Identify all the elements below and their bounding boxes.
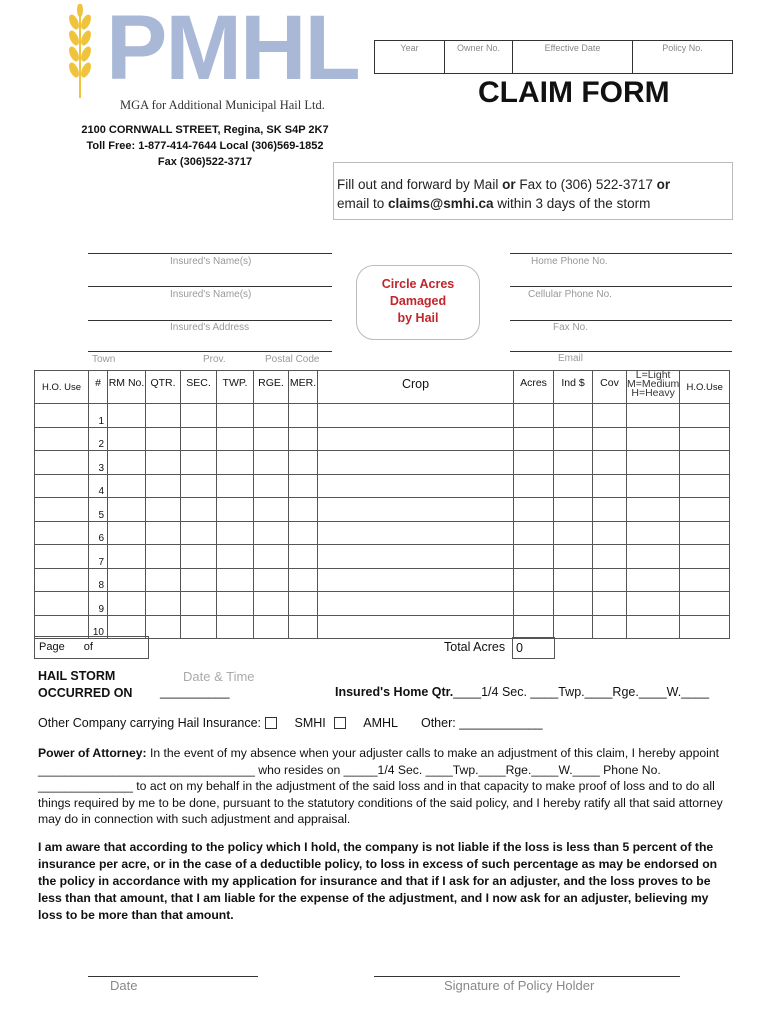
table-cell[interactable] [254,568,289,592]
table-cell[interactable] [108,404,146,428]
table-cell[interactable] [35,451,89,475]
row-number: 7 [89,545,108,569]
table-cell[interactable] [289,568,318,592]
table-cell[interactable] [217,451,254,475]
col-sec: SEC. [181,371,217,404]
address-label: Insured's Address [170,322,250,333]
table-cell[interactable] [318,404,514,428]
date-time-field[interactable]: __________ [160,685,230,699]
table-cell[interactable] [593,568,627,592]
town-line[interactable] [88,351,332,352]
of-label: of [83,641,93,653]
table-cell[interactable] [593,404,627,428]
table-row [35,592,730,616]
table-cell[interactable] [289,521,318,545]
other-company-row [38,716,543,730]
home-phone-label: Home Phone No. [531,256,608,267]
poa-heading: Power of Attorney: [38,746,147,760]
col-number: # [89,371,108,404]
table-cell[interactable] [554,474,593,498]
table-cell[interactable] [146,521,181,545]
table-cell[interactable] [181,498,217,522]
table-cell[interactable] [593,498,627,522]
col-crop: Crop [318,371,514,404]
table-cell[interactable] [289,545,318,569]
power-of-attorney [38,745,728,828]
total-acres-label: Total Acres [444,640,506,654]
table-cell[interactable] [108,474,146,498]
table-cell[interactable] [108,615,146,639]
col-rm-no: RM No. [108,371,146,404]
table-cell[interactable] [680,545,730,569]
table-cell[interactable] [146,498,181,522]
note-line: by Hail [397,311,439,325]
name-label-1: Insured's Name(s) [170,256,252,267]
table-cell[interactable] [514,404,554,428]
date-time-label: Date & Time [183,669,255,684]
table-cell[interactable] [593,427,627,451]
table-cell[interactable] [289,427,318,451]
table-cell[interactable] [554,427,593,451]
table-cell[interactable] [680,498,730,522]
home-qtr-blanks: ____1/4 Sec. ____Twp.____Rge.____W.____ [453,685,710,699]
table-cell[interactable] [35,568,89,592]
smhi-label: SMHI [294,716,326,730]
instr-or: or [656,177,671,192]
table-cell[interactable] [217,498,254,522]
table-cell[interactable] [593,451,627,475]
table-cell[interactable] [254,498,289,522]
table-cell[interactable] [514,451,554,475]
table-cell[interactable] [318,545,514,569]
table-cell[interactable] [627,615,680,639]
table-cell[interactable] [146,592,181,616]
table-cell[interactable] [289,592,318,616]
table-cell[interactable] [108,498,146,522]
row-number: 9 [89,592,108,616]
policy-no-field[interactable]: Policy No. [662,43,703,53]
table-cell[interactable] [318,474,514,498]
table-cell[interactable] [254,592,289,616]
signature-line[interactable] [374,976,680,977]
table-cell[interactable] [146,451,181,475]
instructions-box [333,162,733,220]
effective-date-field[interactable]: Effective Date [513,41,633,73]
row-number: 6 [89,521,108,545]
table-cell[interactable] [593,521,627,545]
page-number-box[interactable] [34,636,149,659]
table-cell[interactable] [680,451,730,475]
cell-phone-label: Cellular Phone No. [528,289,612,300]
total-acres-field[interactable]: 0 [512,637,555,659]
acknowledgement-text: I am aware that according to the policy which I hold, the company is not liable if the loss is less than 5 percent of the insurance per acre, or in the case of a deductible policy, to loss in excess of such percentage as may be endorsed on the policy in accordance with my application for insurance and that if I ask for an adjuster, and the loss proves to be less than that amount, that I am liable for the expense of the adjustment, and I now ask for an adjuster, believing my loss to be more than that amount. [38,840,718,922]
table-cell[interactable] [181,427,217,451]
row-number: 3 [89,451,108,475]
table-cell[interactable] [289,615,318,639]
table-row [35,451,730,475]
table-cell[interactable] [146,427,181,451]
fax-label: Fax No. [553,322,589,333]
table-cell[interactable] [318,498,514,522]
col-cov: Cov [593,371,627,404]
table-cell[interactable] [627,545,680,569]
table-cell[interactable] [627,521,680,545]
table-cell[interactable] [289,451,318,475]
table-cell[interactable] [108,592,146,616]
table-cell[interactable] [627,427,680,451]
table-cell[interactable] [35,404,89,428]
email-label: Email [558,353,584,364]
table-cell[interactable] [254,615,289,639]
table-cell[interactable] [554,545,593,569]
note-line: Circle Acres [381,277,455,291]
claims-email: claims@smhi.ca [388,196,494,211]
signature-label: Signature of Policy Holder [444,978,595,993]
table-cell[interactable] [217,545,254,569]
table-row [35,404,730,428]
table-cell[interactable] [680,568,730,592]
home-qtr-label: Insured's Home Qtr. [335,685,454,699]
table-row [35,568,730,592]
policy-header-fields [374,40,733,74]
table-cell[interactable] [217,568,254,592]
instr-text: within 3 days of the storm [493,196,651,211]
table-cell[interactable] [627,592,680,616]
col-rge: RGE. [254,371,289,404]
table-cell[interactable] [108,451,146,475]
table-cell[interactable] [254,545,289,569]
table-cell[interactable] [181,615,217,639]
table-cell[interactable] [514,498,554,522]
table-cell[interactable] [181,568,217,592]
col-mer: MER. [289,371,318,404]
date-label: Date [110,978,138,993]
fax-line-input[interactable] [510,320,732,321]
form-title: CLAIM FORM [478,76,670,109]
row-number: 4 [89,474,108,498]
table-cell[interactable] [254,404,289,428]
table-cell[interactable] [35,498,89,522]
row-number: 5 [89,498,108,522]
table-cell[interactable] [217,592,254,616]
col-acres: Acres [514,371,554,404]
table-cell[interactable] [35,427,89,451]
table-cell[interactable] [181,545,217,569]
fax-line: Fax (306)522-3717 [157,156,253,168]
table-cell[interactable] [181,592,217,616]
instr-text: Fax to (306) 522-3717 [515,177,657,192]
postal-label: Postal Code [265,354,320,365]
table-cell[interactable] [554,451,593,475]
table-row [35,427,730,451]
table-cell[interactable] [217,427,254,451]
table-cell[interactable] [593,545,627,569]
table-cell[interactable] [627,498,680,522]
table-cell[interactable] [217,404,254,428]
wheat-icon [64,4,96,100]
other-company-field[interactable]: Other: ____________ [420,716,543,730]
col-qtr: QTR. [146,371,181,404]
table-cell[interactable] [680,592,730,616]
table-cell[interactable] [217,615,254,639]
table-cell[interactable] [593,474,627,498]
table-cell[interactable] [680,427,730,451]
table-cell[interactable] [554,592,593,616]
table-cell[interactable] [318,615,514,639]
amhl-checkbox[interactable] [334,717,346,729]
table-cell[interactable] [254,474,289,498]
table-row [35,545,730,569]
table-cell[interactable] [680,474,730,498]
table-cell[interactable] [318,451,514,475]
table-cell[interactable] [254,521,289,545]
table-cell[interactable] [318,592,514,616]
amhl-label: AMHL [363,716,398,730]
col-twp: TWP. [217,371,254,404]
table-cell[interactable] [289,404,318,428]
lmh-medium: M=Medium [627,378,680,390]
table-row [35,521,730,545]
phone-line: Toll Free: 1-877-414-7644 Local (306)569-1852 [86,140,324,152]
smhi-checkbox[interactable] [265,717,277,729]
table-cell[interactable] [680,521,730,545]
poa-text: In the event of my absence when your adjuster calls to make an adjustment of this claim, I hereby appoint ________________________________ who resides on _____1/4 Sec. ____Twp.____Rge.____W.____ Phone No. ______________ to act on my behalf in the adjustment of the said loss and in that capacity to make proof of loss and to do all things required by me to be done, pursuant to the statutory conditions of the said policy, and I hereby ratify all that said attorney may do in connection with such adjustment and appraisal. [38,746,723,826]
table-cell[interactable] [554,615,593,639]
circle-acres-note [356,265,480,340]
table-cell[interactable] [108,427,146,451]
table-cell[interactable] [318,521,514,545]
table-cell[interactable] [627,404,680,428]
email-line[interactable] [510,351,732,352]
table-cell[interactable] [108,568,146,592]
table-cell[interactable] [146,545,181,569]
home-qtr-field[interactable] [335,685,709,699]
table-cell[interactable] [181,451,217,475]
table-cell[interactable] [289,474,318,498]
table-cell[interactable] [514,427,554,451]
name-label-2: Insured's Name(s) [170,289,252,300]
table-cell[interactable] [514,521,554,545]
land-crop-table [34,370,730,639]
table-cell[interactable] [108,521,146,545]
table-cell[interactable] [146,568,181,592]
table-row [35,474,730,498]
table-cell[interactable] [35,521,89,545]
table-cell[interactable] [35,545,89,569]
table-cell[interactable] [108,545,146,569]
name-line-1[interactable] [88,253,332,254]
table-cell[interactable] [146,615,181,639]
owner-no-field[interactable]: Owner No. [445,41,513,73]
table-cell[interactable] [593,615,627,639]
table-cell[interactable] [514,545,554,569]
col-ho-use: H.O. Use [35,371,89,404]
table-cell[interactable] [289,498,318,522]
address-line-input[interactable] [88,320,332,321]
cell-phone-line[interactable] [510,286,732,287]
table-cell[interactable] [554,498,593,522]
date-signature-line[interactable] [88,976,258,977]
company-tagline: MGA for Additional Municipal Hail Ltd. [120,98,325,112]
table-cell[interactable] [254,427,289,451]
table-cell[interactable] [146,474,181,498]
page-label: Page [39,641,65,653]
instr-text: Fill out and forward by Mail [337,177,503,192]
table-cell[interactable] [514,592,554,616]
table-cell[interactable] [217,521,254,545]
table-cell[interactable] [680,615,730,639]
row-number: 8 [89,568,108,592]
table-cell[interactable] [627,568,680,592]
lmh-light: L=Light [635,369,671,381]
other-company-label: Other Company carrying Hail Insurance: [38,716,262,730]
row-number: 1 [89,404,108,428]
hail-storm-label: HAIL STORM [38,669,116,683]
table-cell[interactable] [181,521,217,545]
table-cell[interactable] [514,474,554,498]
occurred-on-label: OCCURRED ON [38,686,133,700]
table-cell[interactable] [554,568,593,592]
table-cell[interactable] [318,568,514,592]
table-cell[interactable] [680,404,730,428]
company-logo: PMHL [106,0,359,99]
table-cell[interactable] [554,521,593,545]
lmh-heavy: H=Heavy [631,387,675,399]
table-cell[interactable] [514,615,554,639]
instr-text: email to [337,196,389,211]
prov-label: Prov. [203,354,226,365]
town-label: Town [92,354,116,365]
table-row [35,498,730,522]
table-cell[interactable] [35,615,89,639]
row-number: 2 [89,427,108,451]
name-line-2[interactable] [88,286,332,287]
table-cell[interactable] [554,404,593,428]
table-cell[interactable] [181,474,217,498]
col-ind: Ind $ [554,371,593,404]
table-cell[interactable] [254,451,289,475]
table-cell[interactable] [514,568,554,592]
table-cell[interactable] [181,404,217,428]
address-line: 2100 CORNWALL STREET, Regina, SK S4P 2K7 [81,124,329,136]
table-header-row [35,371,730,404]
year-field[interactable]: Year [375,41,445,73]
row-number: 10 [89,615,108,639]
table-cell[interactable] [627,474,680,498]
table-cell[interactable] [627,451,680,475]
table-cell[interactable] [217,474,254,498]
col-ho-use-right: H.O.Use [680,371,730,404]
table-cell[interactable] [593,592,627,616]
table-cell[interactable] [35,474,89,498]
table-cell[interactable] [146,404,181,428]
note-line: Damaged [389,294,447,308]
col-damage-level [627,371,680,404]
table-cell[interactable] [318,427,514,451]
instr-or: or [502,177,516,192]
home-phone-line[interactable] [510,253,732,254]
table-row [35,615,730,639]
table-cell[interactable] [35,592,89,616]
